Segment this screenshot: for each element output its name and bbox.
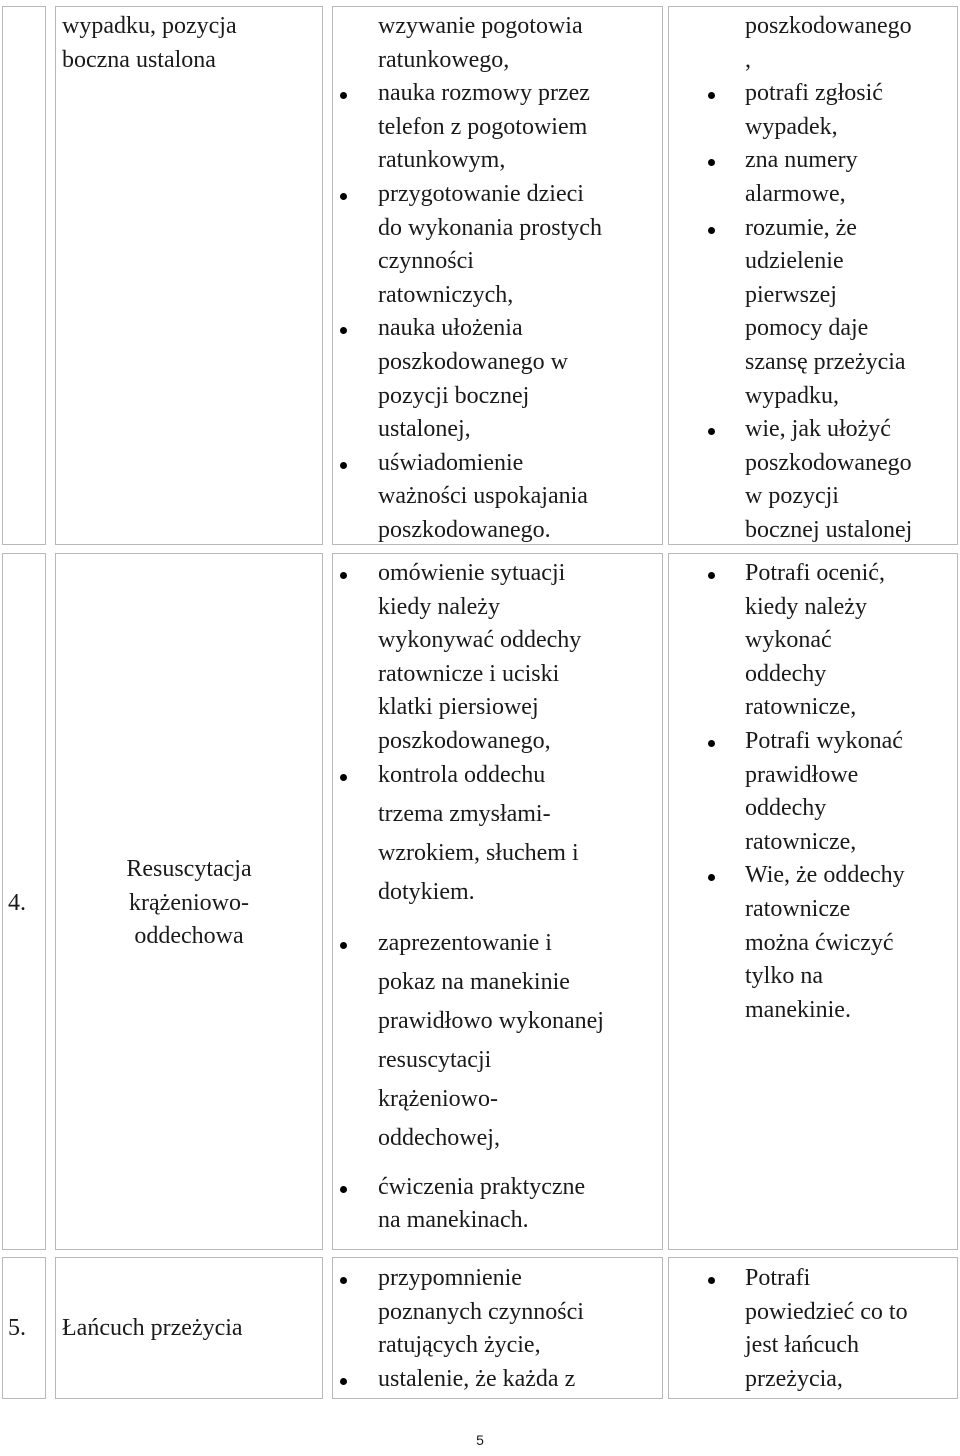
outcome-line: powiedzieć co to (745, 1298, 908, 1325)
bullet-dot-icon (708, 740, 715, 747)
activity-line: klatki piersiowej (378, 694, 539, 721)
outcome-line: poszkodowanego (745, 13, 912, 39)
outcome-line: przeżycia, (745, 1365, 843, 1392)
outcome-line: Wie, że oddechy (745, 862, 905, 889)
activity-line: poszkodowanego. (378, 517, 551, 543)
outcome-line: w pozycji (745, 483, 839, 510)
outcome-line: wie, jak ułożyć (745, 416, 891, 443)
bullet-dot-icon (340, 1277, 347, 1284)
activity-line: ustalonej, (378, 416, 471, 443)
topic-line: Resuscytacja (126, 856, 252, 882)
outcome-line: ratownicze (745, 896, 851, 922)
activity-line: omówienie sytuacji (378, 560, 566, 586)
bullet-dot-icon (708, 227, 715, 234)
outcome-line: prawidłowe (745, 761, 859, 788)
activity-line: zaprezentowanie i (378, 929, 552, 956)
activity-line: pokaz na manekinie (378, 968, 570, 995)
activity-line: kiedy należy (378, 593, 500, 620)
outcome-line: można ćwiczyć (745, 929, 894, 956)
activity-line: do wykonania prostych (378, 214, 602, 241)
outcome-line: Potrafi ocenić, (745, 560, 885, 586)
outcome-line: ratownicze, (745, 694, 857, 721)
outcome-line: poszkodowanego (745, 449, 912, 476)
outcome-line: manekinie. (745, 996, 851, 1023)
outcome-line: oddechy (745, 795, 827, 822)
outcome-line: wypadek, (745, 113, 838, 140)
outcome-line: Potrafi wykonać (745, 728, 903, 754)
outcome-line: ratownicze, (745, 828, 857, 855)
table-cell-border (2, 6, 46, 545)
activity-line: poszkodowanego, (378, 728, 551, 754)
topic-line: wypadku, pozycja (62, 13, 237, 39)
activity-line: ratujących życie, (378, 1332, 541, 1359)
outcome-line: wypadku, (745, 382, 839, 409)
activity-line: wzywanie pogotowia (378, 13, 583, 39)
row-number: 5. (8, 1315, 26, 1341)
activity-line: dotykiem. (378, 878, 475, 905)
activity-line: ustalenie, że każda z (378, 1365, 576, 1392)
topic-line: Łańcuch przeżycia (62, 1315, 243, 1341)
activity-line: telefon z pogotowiem (378, 113, 588, 140)
activity-line: ćwiczenia praktyczne (378, 1173, 586, 1200)
activity-line: ratownicze i uciski (378, 660, 560, 687)
activity-line: pozycji bocznej (378, 382, 530, 409)
outcome-line: udzielenie (745, 248, 844, 275)
outcome-line: , (745, 46, 751, 73)
activity-line: poznanych czynności (378, 1298, 584, 1325)
activity-line: ważności uspokajania (378, 483, 588, 510)
activity-line: prawidłowo wykonanej (378, 1007, 604, 1034)
activity-line: czynności (378, 248, 474, 275)
bullet-dot-icon (340, 462, 347, 469)
activity-line: nauka ułożenia (378, 315, 523, 342)
activity-line: poszkodowanego w (378, 349, 568, 375)
table-cell-border (55, 6, 323, 545)
activity-line: na manekinach. (378, 1207, 529, 1234)
activity-line: trzema zmysłami- (378, 800, 551, 827)
outcome-line: szansę przeżycia (745, 349, 906, 375)
topic-line: boczna ustalona (62, 46, 216, 73)
bullet-dot-icon (340, 572, 347, 579)
outcome-line: Potrafi (745, 1265, 811, 1291)
outcome-line: rozumie, że (745, 214, 857, 241)
activity-line: uświadomienie (378, 449, 524, 476)
topic-line: krążeniowo- (129, 889, 249, 916)
activity-line: krążeniowo- (378, 1085, 498, 1112)
activity-line: przypomnienie (378, 1265, 522, 1291)
outcome-line: bocznej ustalonej (745, 517, 913, 543)
bullet-dot-icon (340, 1378, 347, 1385)
bullet-dot-icon (340, 193, 347, 200)
activity-line: ratunkowym, (378, 147, 506, 174)
outcome-line: zna numery (745, 147, 858, 174)
outcome-line: kiedy należy (745, 593, 867, 620)
bullet-dot-icon (340, 942, 347, 949)
activity-line: nauka rozmowy przez (378, 80, 590, 107)
outcome-line: pomocy daje (745, 315, 869, 342)
outcome-line: alarmowe, (745, 181, 846, 207)
bullet-dot-icon (340, 1186, 347, 1193)
bullet-dot-icon (708, 1277, 715, 1284)
outcome-line: pierwszej (745, 281, 837, 308)
topic-line: oddechowa (134, 923, 244, 950)
activity-line: kontrola oddechu (378, 761, 546, 788)
page-number: 5 (476, 1432, 484, 1448)
activity-line: przygotowanie dzieci (378, 181, 584, 207)
outcome-line: wykonać (745, 627, 832, 654)
activity-line: ratowniczych, (378, 281, 514, 308)
outcome-line: tylko na (745, 963, 823, 990)
activity-line: ratunkowego, (378, 46, 510, 73)
activity-line: wykonywać oddechy (378, 627, 582, 654)
outcome-line: potrafi zgłosić (745, 80, 883, 107)
outcome-line: oddechy (745, 660, 827, 687)
bullet-dot-icon (708, 572, 715, 579)
outcome-line: jest łańcuch (745, 1332, 859, 1359)
bullet-dot-icon (340, 774, 347, 781)
activity-line: wzrokiem, słuchem i (378, 839, 579, 866)
activity-line: resuscytacji (378, 1046, 492, 1073)
activity-line: oddechowej, (378, 1124, 500, 1151)
row-number: 4. (8, 890, 26, 916)
